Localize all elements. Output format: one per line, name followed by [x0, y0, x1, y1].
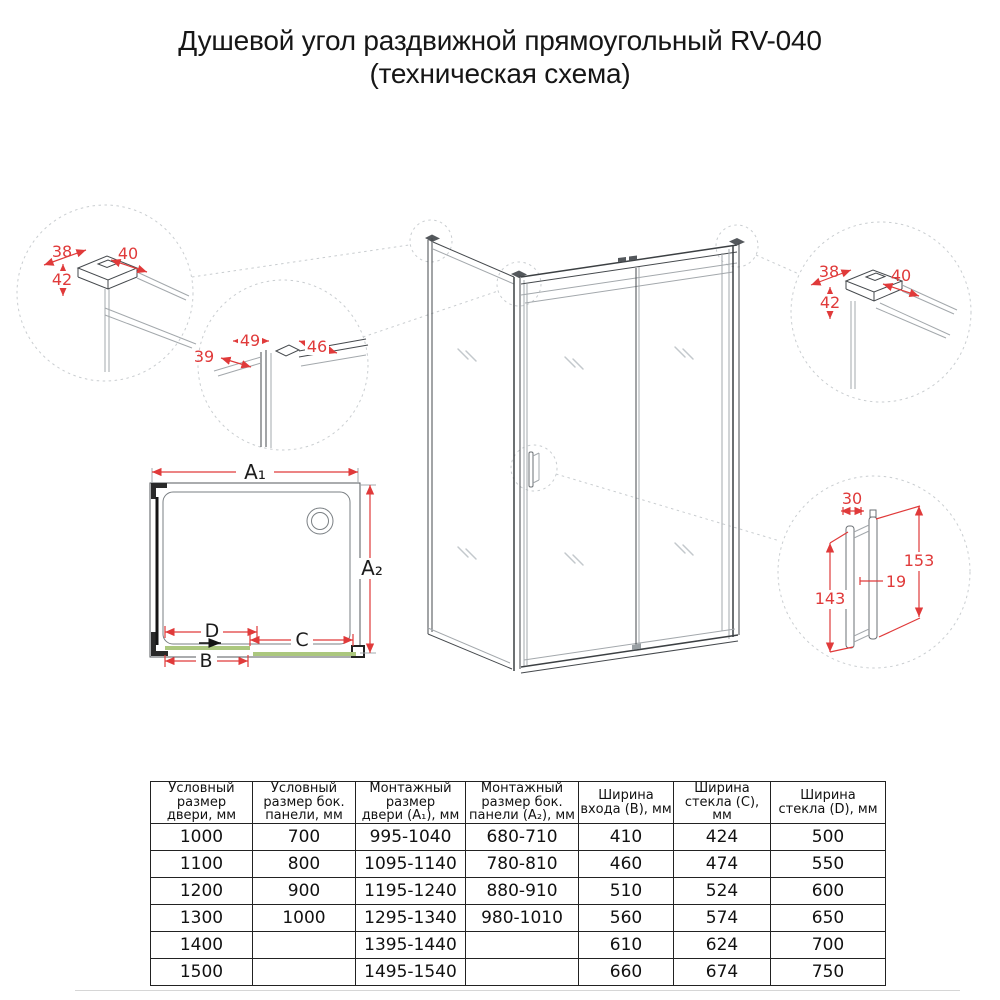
- table-row: 1200 900 1195-1240 880-910 510 524 600: [151, 878, 886, 905]
- plan-view: [150, 460, 389, 672]
- dim-label-40: 40: [117, 244, 139, 263]
- dim-label-39: 39: [193, 347, 215, 366]
- dim-label-49: 49: [239, 331, 261, 350]
- col-header-glass-c: Ширина стекла (C), мм: [674, 782, 771, 824]
- dim-label-153: 153: [903, 551, 935, 570]
- plan-label-c: C: [295, 629, 309, 651]
- col-header-panel-size: Условный размер бок. панели, мм: [253, 782, 356, 824]
- dim-label-30: 30: [841, 489, 863, 508]
- plan-label-b: B: [199, 650, 213, 672]
- dim-label-42: 42: [51, 270, 73, 289]
- dim-label-46: 46: [306, 337, 328, 356]
- table-row: 1400 1395-1440 610 624 700: [151, 932, 886, 959]
- table-row: 1300 1000 1295-1340 980-1010 560 574 650: [151, 905, 886, 932]
- dim-label-38: 38: [51, 242, 73, 261]
- dim-label-143: 143: [814, 589, 846, 608]
- detail-circle-top-left: [44, 242, 196, 372]
- glass-shine-icon: [458, 347, 693, 565]
- dim-label-38: 38: [818, 262, 840, 281]
- page-title: Душевой угол раздвижной прямоугольный RV-040: [178, 25, 822, 56]
- plan-label-d: D: [204, 620, 220, 642]
- table-row: 1000 700 995-1040 680-710 410 424 500: [151, 824, 886, 851]
- detail-circle-mid-left: [194, 331, 368, 448]
- dim-label-42: 42: [819, 293, 841, 312]
- table-row: 1100 800 1095-1140 780-810 460 474 550: [151, 851, 886, 878]
- col-header-entry-width: Ширина входа (B), мм: [579, 782, 674, 824]
- dim-label-40: 40: [890, 266, 912, 285]
- detail-circle-handle: [813, 489, 936, 652]
- drain-icon: [307, 508, 333, 534]
- door-handle-3d: [529, 452, 539, 487]
- bottom-divider: [75, 990, 960, 991]
- col-header-panel-mount: Монтажный размер бок. панели (A₂), мм: [466, 782, 579, 824]
- col-header-door-size: Условный размер двери, мм: [151, 782, 253, 824]
- detail-circle-right: [811, 262, 957, 389]
- size-table: [150, 781, 886, 986]
- col-header-door-mount: Монтажный размер двери (A₁), мм: [356, 782, 466, 824]
- enclosure-3d: [425, 235, 745, 674]
- table-header-row: [151, 782, 886, 824]
- plan-label-a1: A₁: [244, 460, 266, 484]
- page-subtitle: (техническая схема): [369, 58, 631, 89]
- dim-label-19: 19: [885, 572, 907, 591]
- col-header-glass-d: Ширина стекла (D), мм: [771, 782, 886, 824]
- leader-lines: [192, 245, 799, 541]
- plan-label-a2: A₂: [361, 556, 383, 580]
- table-row: 1500 1495-1540 660 674 750: [151, 959, 886, 986]
